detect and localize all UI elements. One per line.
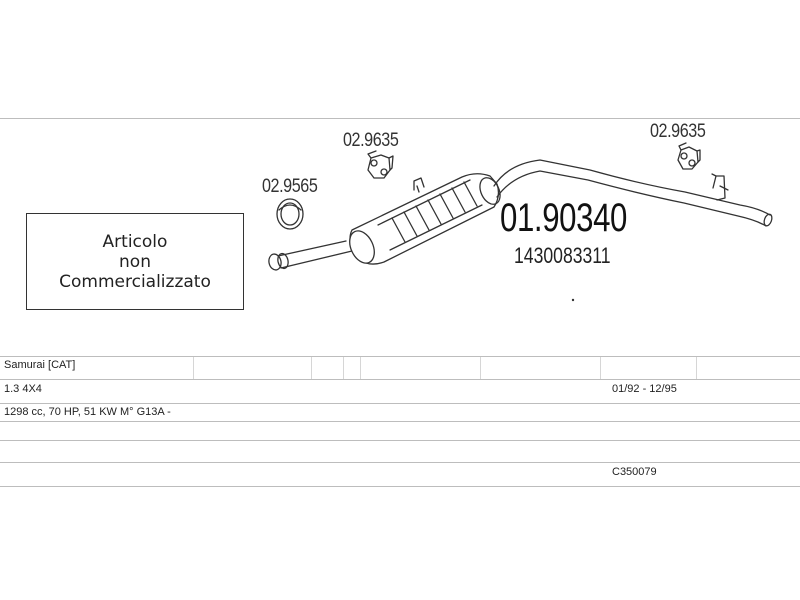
- notice-line: Commercializzato: [59, 271, 211, 292]
- vehicle-period: 01/92 - 12/95: [612, 383, 677, 395]
- vehicle-code: C350079: [612, 466, 657, 478]
- gasket-part-code: 02.9565: [262, 176, 318, 197]
- rubber-hanger-icon: [368, 151, 393, 178]
- gasket-ring-icon: [277, 199, 303, 229]
- main-part-code: 01.90340: [500, 196, 628, 240]
- notice-line: non: [119, 251, 151, 272]
- vehicle-spec: 1298 cc, 70 HP, 51 KW M° G13A -: [4, 406, 171, 418]
- notice-line: Articolo: [102, 231, 168, 252]
- vehicle-engine: 1.3 4X4: [4, 383, 42, 395]
- inlet-pipe: [267, 241, 352, 271]
- vehicle-model: Samurai [CAT]: [4, 359, 76, 371]
- hanger-part-code: 02.9635: [343, 130, 399, 151]
- oe-reference-code: 1430083311: [514, 243, 611, 268]
- hanger-part-code: 02.9635: [650, 121, 706, 142]
- muffler: [345, 174, 504, 267]
- rubber-hanger-icon: [678, 143, 700, 169]
